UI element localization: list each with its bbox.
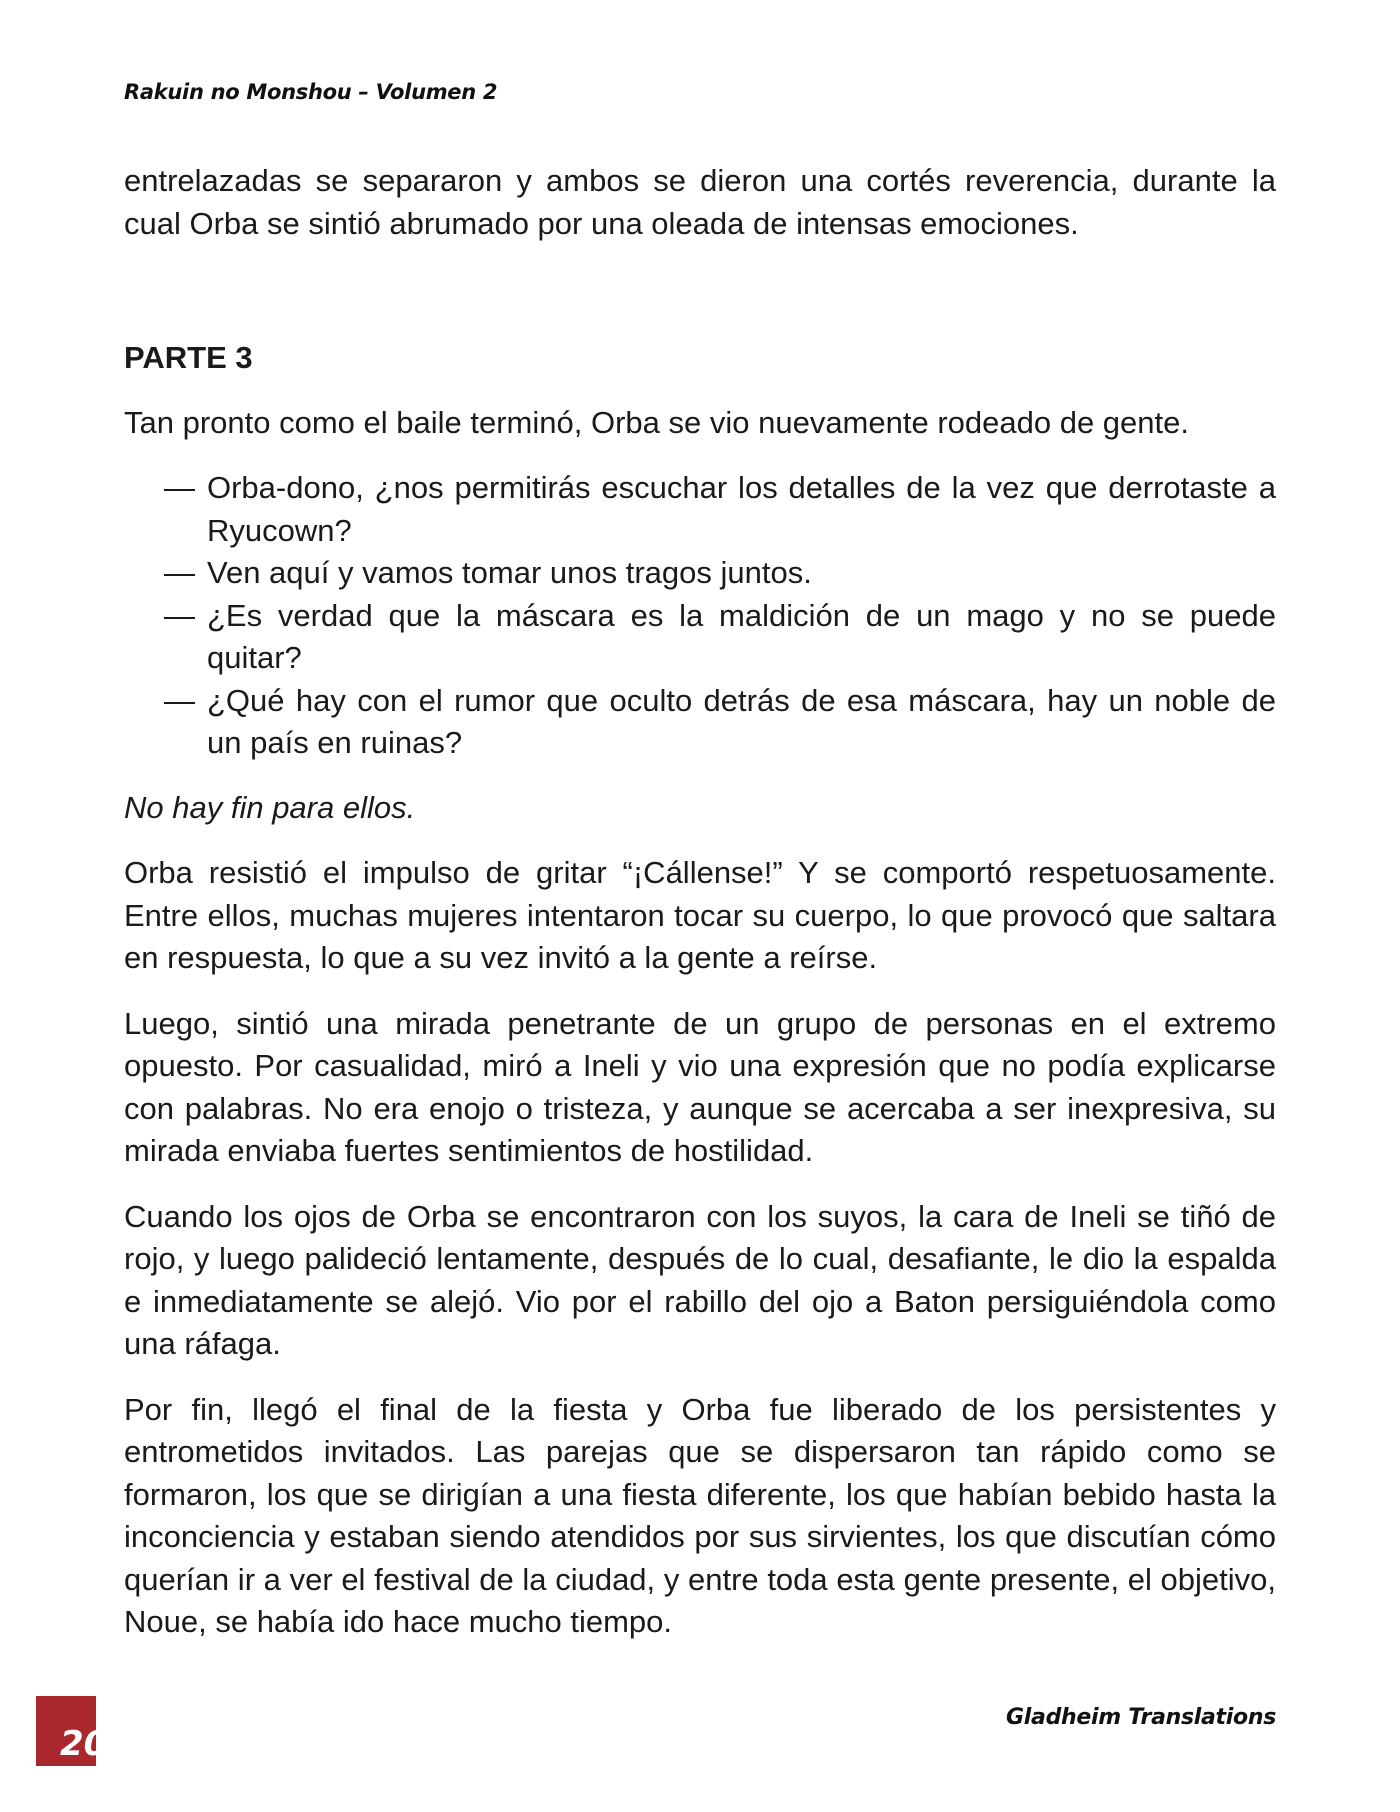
paragraph-6: Cuando los ojos de Orba se encontraron con los suyos, la cara de Ineli se tiñó de rojo, y luego palideció lentamente, después de lo cual, desafiante, le dio la espalda e inmediatamente se alejó. Vio por el rabillo del ojo a Baton persiguiéndola como una ráfaga. <box>124 1198 1276 1361</box>
paragraph-5: Luego, sintió una mirada penetrante de un grupo de personas en el extremo opuesto. Por casualidad, miró a Ineli y vio una expresión que no podía explicarse con palabras. No era enojo o tristeza, y aunque se acercaba a ser inexpresiva, su mirada enviaba fuertes sentimientos de hostilidad. <box>124 1005 1276 1168</box>
dialogue-line <box>124 552 1276 595</box>
dialogue-line <box>124 467 1276 552</box>
dialogue-dash: — <box>164 470 195 505</box>
section-title: PARTE 3 <box>124 340 253 375</box>
running-header: Rakuin no Monshou – Volumen 2 <box>124 80 498 104</box>
paragraph-3: No hay fin para ellos. <box>124 789 416 825</box>
page-body <box>124 160 1276 1667</box>
dialogue-dash: — <box>164 682 195 718</box>
paragraph-7: Por fin, llegó el final de la fiesta y Orba fue liberado de los persistentes y entrometidos invitados. Las parejas que se dispersaron tan rápido como se formaron, los que se dirigían a una fiesta diferente, los que habían bebido hasta la inconciencia y estaban siendo atendidos por sus sirvientes, los que discutían cómo querían ir a ver el festival de la ciudad, y entre toda esta gente presente, el objetivo, Noue, se había ido hace mucho tiempo. <box>124 1391 1276 1639</box>
dialogue-dash: — <box>164 555 195 590</box>
dialogue-list <box>124 467 1276 765</box>
dialogue-text: ¿Qué hay con el rumor que oculto detrás de esa máscara, hay un noble de un país en ruinas? <box>207 682 1276 760</box>
page-number: 20 <box>60 1724 108 1764</box>
dialogue-text: ¿Es verdad que la máscara es la maldición de un mago y no se puede quitar? <box>207 597 1276 675</box>
paragraph-4: Orba resistió el impulso de gritar “¡Cállense!” Y se comportó respetuosamente. Entre ellos, muchas mujeres intentaron tocar su cuerpo, lo que provocó que saltara en respuesta, lo que a su vez invitó a la gente a reírse. <box>124 855 1276 975</box>
dialogue-text: Ven aquí y vamos tomar unos tragos juntos. <box>207 555 812 590</box>
dialogue-text: Orba-dono, ¿nos permitirás escuchar los detalles de la vez que derrotaste a Ryucown? <box>207 470 1276 548</box>
dialogue-line <box>124 595 1276 680</box>
page-number-badge <box>36 1696 108 1766</box>
dialogue-line <box>124 680 1276 765</box>
paragraph-1: entrelazadas se separaron y ambos se dieron una cortés reverencia, durante la cual Orba se sintió abrumado por una oleada de intensas emociones. <box>124 163 1276 241</box>
footer-credit: Gladheim Translations <box>1006 1705 1276 1730</box>
dialogue-dash: — <box>164 597 195 633</box>
paragraph-2: Tan pronto como el baile terminó, Orba se vio nuevamente rodeado de gente. <box>124 404 1189 440</box>
page-number-underline <box>36 1766 96 1769</box>
